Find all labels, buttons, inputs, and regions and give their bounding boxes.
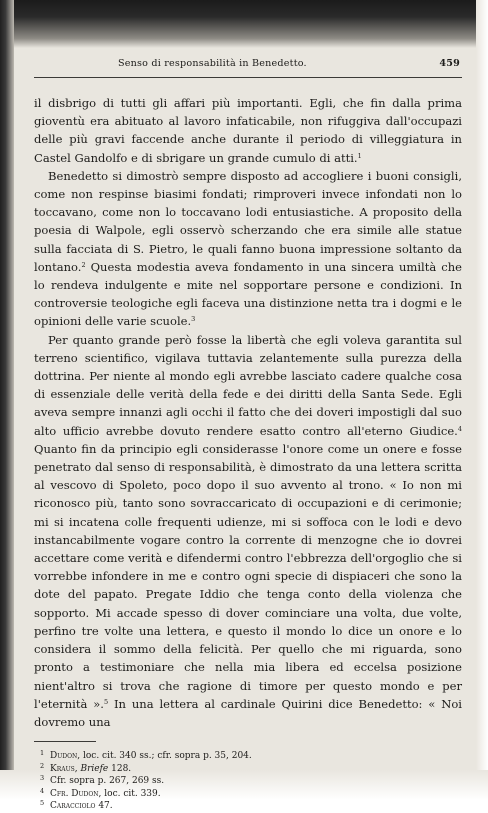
footnote-rule	[34, 741, 96, 742]
paragraph-1-text: il disbrigo di tutti gli affari più importanti. Egli, che fin dalla prima gioventù era abituato al lavoro infaticabile, non rifuggiva dall'occupazi delle più gravi faccende anche durante il periodo di villeggiatura in Castel Gandolfo e di sbrigare un grande cumulo di atti.	[34, 96, 462, 165]
footnote-ref-4: 4	[458, 425, 462, 433]
footnote-ref-1: 1	[358, 152, 362, 160]
footnote-text: Cfr. sopra p. 267, 269 ss.	[50, 776, 164, 786]
footnote	[34, 775, 462, 788]
footnote-number: 3	[40, 772, 44, 785]
running-head	[34, 58, 462, 72]
footnote-ref-3: 3	[191, 315, 195, 323]
paragraph-2-text-a: Benedetto si dimostrò sempre disposto ad accogliere i buoni consigli, come non respinse biasimi fondati; rimproveri invece infondati non lo toccavano, come non lo toccavano lodi entusiastiche. A proposito della poesia di Walpole, egli osservò scherzando che era simile alle statue sulla facciata di S. Pietro, le quali fanno buona impressione soltanto da lontano.	[34, 169, 462, 274]
footnote	[34, 788, 462, 801]
paragraph-3-text-a: Per quanto grande però fosse la libertà che egli voleva garantita sul terreno scientifico, vigilava tuttavia zelantemente sulla purezza della dottrina. Per niente al mondo egli avrebbe lasciato cadere qualche cosa di essenziale delle verità della fede e dei diritti della Santa Sede. Egli aveva sempre innanzi agli occhi il fatto che dei doveri impostigli dal suo alto ufficio avrebbe dovuto rendere esatto contro all'eterno Giudice.	[34, 333, 462, 438]
footnote-number: 2	[40, 760, 44, 773]
paragraph-1	[34, 94, 462, 167]
scan-left-shadow	[0, 0, 14, 800]
page-number: 459	[439, 58, 460, 69]
footnote-ref-2: 2	[81, 261, 85, 269]
footnote	[34, 763, 462, 776]
scan-right-margin	[476, 0, 488, 800]
paragraph-2	[34, 167, 462, 331]
running-title: Senso di responsabilità in Benedetto.	[118, 58, 307, 69]
paragraph-3	[34, 331, 462, 731]
footnote	[34, 750, 462, 763]
body-text	[34, 94, 462, 731]
footnote	[34, 800, 462, 813]
paragraph-3-text-b: Quanto fin da principio egli considerasse l'onore come un onere e fosse penetrato dal senso di responsabilità, è dimostrato da una lettera scritta al vescovo di Spoleto, poco dopo il suo avvento al trono. « Io non mi riconosco più, tanto sono sovraccaricato di occupazioni e di cerimonie; mi si incatena colle frequenti udienze, mi si soffoca con le lodi e devo instancabilmente vogare contro la corrente di menzogne che io dovrei accettare come verità e difendermi contro l'ebbrezza dell'orgoglio che si vorrebbe infondere in me e contro ogni specie di dispiaceri che sono la dote del papato. Pregate Iddio che tenga conto della violenza che sopporto. Mi accade spesso di dover cominciare una volta, due volte, perfino tre volte una lettera, e questo il mondo lo dice un onore e lo considera il sommo della felicità. Per quello che mi riguarda, sono pronto a testimoniare che nella mia libera ed eccelsa posizione nient'altro si trova che ragione di timore per questo mondo e per l'eternità ».	[34, 442, 462, 711]
footnote-text: 47.	[95, 801, 112, 811]
header-rule	[34, 77, 462, 78]
footnote-text-end: 128.	[108, 764, 131, 774]
footnote-number: 1	[40, 747, 44, 760]
footnote-text: , loc. cit. 339.	[99, 789, 161, 799]
footnote-author: Caracciolo	[50, 801, 95, 811]
footnote-text: ,	[75, 764, 81, 774]
footnote-italic-title: Briefe	[80, 764, 108, 774]
footnote-author: Cfr. Dudon	[50, 789, 99, 799]
book-page	[34, 58, 462, 813]
footnotes	[34, 750, 462, 813]
footnote-number: 5	[40, 797, 44, 810]
footnote-text: , loc. cit. 340 ss.; cfr. sopra p. 35, 204.	[77, 751, 252, 761]
footnote-ref-5: 5	[104, 698, 108, 706]
footnote-author: Dudon	[50, 751, 77, 761]
paragraph-3-text-c: In una lettera al cardinale Quirini dice Benedetto: « Noi dovremo una	[34, 697, 462, 729]
scan-top-shadow	[0, 0, 488, 48]
paragraph-2-text-b: Questa modestia aveva fondamento in una sincera umiltà che lo rendeva indulgente e mite nel sopportare persone e condizioni. In controversie teologiche egli faceva una distinzione netta tra i dogmi e le opinioni delle varie scuole.	[34, 260, 462, 329]
footnote-author: Kraus	[50, 764, 75, 774]
footnote-number: 4	[40, 785, 44, 798]
